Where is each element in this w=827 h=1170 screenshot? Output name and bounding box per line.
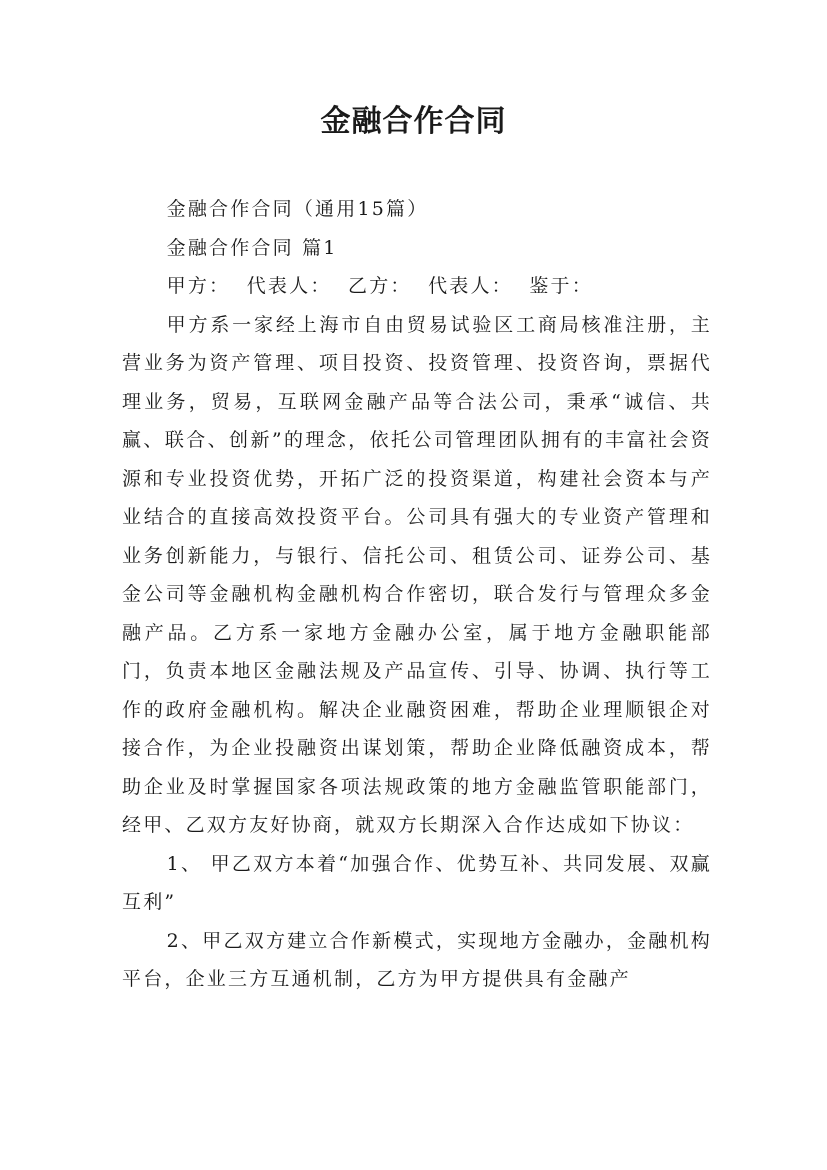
clause-paragraph: 1、 甲乙双方本着“加强合作、优势互补、共同发展、双赢互利”: [122, 852, 712, 913]
document-body: [122, 190, 712, 999]
section-heading: 金融合作合同 篇1: [166, 236, 338, 259]
body-paragraph: 甲方系一家经上海市自由贸易试验区工商局核准注册，主营业务为资产管理、项目投资、投资管理、投资咨询，票据代理业务，贸易，互联网金融产品等合法公司，秉承“诚信、共赢、联合、创新”的理念，依托公司管理团队拥有的丰富社会资源和专业投资优势，开拓广泛的投资渠道，构建社会资本与产业结合的直接高效投资平台。公司具有强大的专业资产管理和业务创新能力，与银行、信托公司、租赁公司、证券公司、基金公司等金融机构金融机构合作密切，联合发行与管理众多金融产品。乙方系一家地方金融办公室，属于地方金融职能部门，负责本地区金融法规及产品宣传、引导、协调、执行等工作的政府金融机构。解决企业融资困难，帮助企业理顺银企对接合作，为企业投融资出谋划策，帮助企业降低融资成本，帮助企业及时掌握国家各项法规政策的地方金融监管职能部门，经甲、乙双方友好协商，就双方长期深入合作达成如下协议：: [122, 313, 712, 836]
subtitle-paragraph: 金融合作合同（通用15篇）: [166, 198, 429, 220]
document-title: 金融合作合同: [320, 104, 507, 139]
clause-paragraph: 2、甲乙双方建立合作新模式，实现地方金融办，金融机构平台，企业三方互通机制，乙方为甲方提供具有金融产: [122, 929, 712, 990]
parties-line: 甲方： 代表人： 乙方： 代表人： 鉴于：: [166, 275, 593, 297]
